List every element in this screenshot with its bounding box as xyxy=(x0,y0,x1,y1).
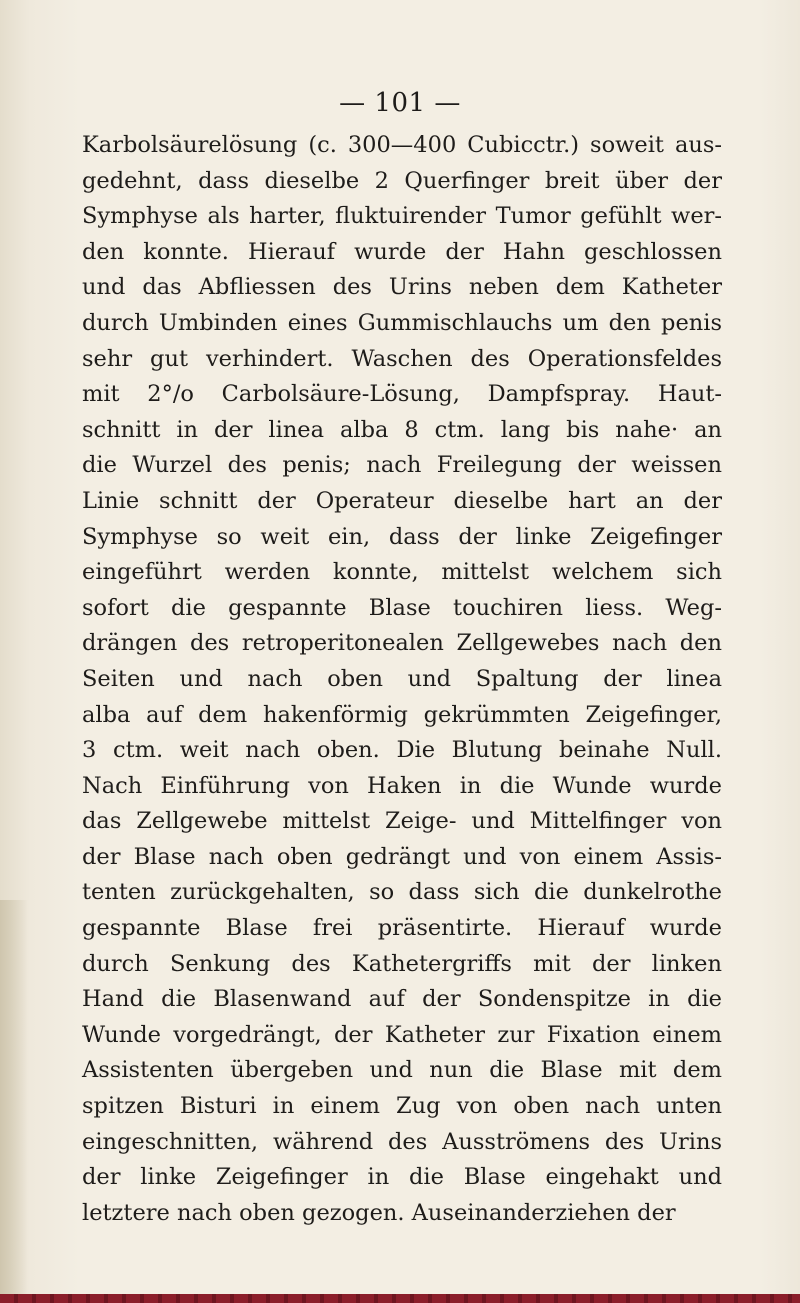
text-line: durch Umbinden eines Gummischlauchs um den penis xyxy=(82,309,722,336)
text-line: letztere nach oben gezogen. Auseinanderziehen der xyxy=(82,1199,676,1226)
text-line: alba auf dem hakenförmig gekrümmten Zeigefinger, xyxy=(82,701,722,728)
text-line: eingeführt werden konnte, mittelst welchem sich xyxy=(82,559,722,586)
page-number-header: — 101 — xyxy=(339,88,461,118)
text-line: sofort die gespannte Blase touchiren liess. Weg- xyxy=(82,594,722,621)
page-edge-shadow xyxy=(0,900,28,1300)
text-line: Symphyse so weit ein, dass der linke Zeigefinger xyxy=(82,523,722,550)
book-edge-band xyxy=(0,1294,800,1303)
text-line: Hand die Blasenwand auf der Sondenspitze in die xyxy=(82,986,722,1013)
text-line: tenten zurückgehalten, so dass sich die dunkelrothe xyxy=(82,879,722,906)
text-line: Nach Einführung von Haken in die Wunde wurde xyxy=(82,772,722,799)
text-line: und das Abfliessen des Urins neben dem Katheter xyxy=(82,274,722,301)
text-line: sehr gut verhindert. Waschen des Operationsfeldes xyxy=(82,345,722,372)
text-line: Seiten und nach oben und Spaltung der linea xyxy=(82,665,722,692)
text-line: drängen des retroperitonealen Zellgewebes nach den xyxy=(82,630,722,657)
text-line: mit 2°/o Carbolsäure-Lösung, Dampfspray. Haut- xyxy=(82,381,722,408)
text-line: Linie schnitt der Operateur dieselbe hart an der xyxy=(82,487,722,514)
body-text xyxy=(82,128,722,1231)
text-line: Assistenten übergeben und nun die Blase mit dem xyxy=(82,1057,722,1084)
text-line: gespannte Blase frei präsentirte. Hierauf wurde xyxy=(82,915,722,942)
text-line: der linke Zeigefinger in die Blase eingehakt und xyxy=(82,1164,722,1191)
text-line: schnitt in der linea alba 8 ctm. lang bis nahe· an xyxy=(82,416,722,443)
text-line: durch Senkung des Kathetergriffs mit der linken xyxy=(82,950,722,977)
text-line: Symphyse als harter, fluktuirender Tumor gefühlt wer- xyxy=(82,203,722,230)
text-line: gedehnt, dass dieselbe 2 Querfinger breit über der xyxy=(82,167,722,194)
text-line: Karbolsäurelösung (c. 300—400 Cubicctr.) soweit aus- xyxy=(82,132,722,158)
text-line: die Wurzel des penis; nach Freilegung der weissen xyxy=(82,452,722,479)
text-line: der Blase nach oben gedrängt und von einem Assis- xyxy=(82,843,722,870)
text-line: den konnte. Hierauf wurde der Hahn geschlossen xyxy=(82,238,722,265)
text-line: spitzen Bisturi in einem Zug von oben nach unten xyxy=(82,1093,722,1120)
text-line: das Zellgewebe mittelst Zeige- und Mittelfinger von xyxy=(82,808,722,835)
text-line: Wunde vorgedrängt, der Katheter zur Fixation einem xyxy=(82,1021,722,1048)
text-line: 3 ctm. weit nach oben. Die Blutung beinahe Null. xyxy=(82,737,722,764)
text-line: eingeschnitten, während des Ausströmens des Urins xyxy=(82,1128,722,1155)
